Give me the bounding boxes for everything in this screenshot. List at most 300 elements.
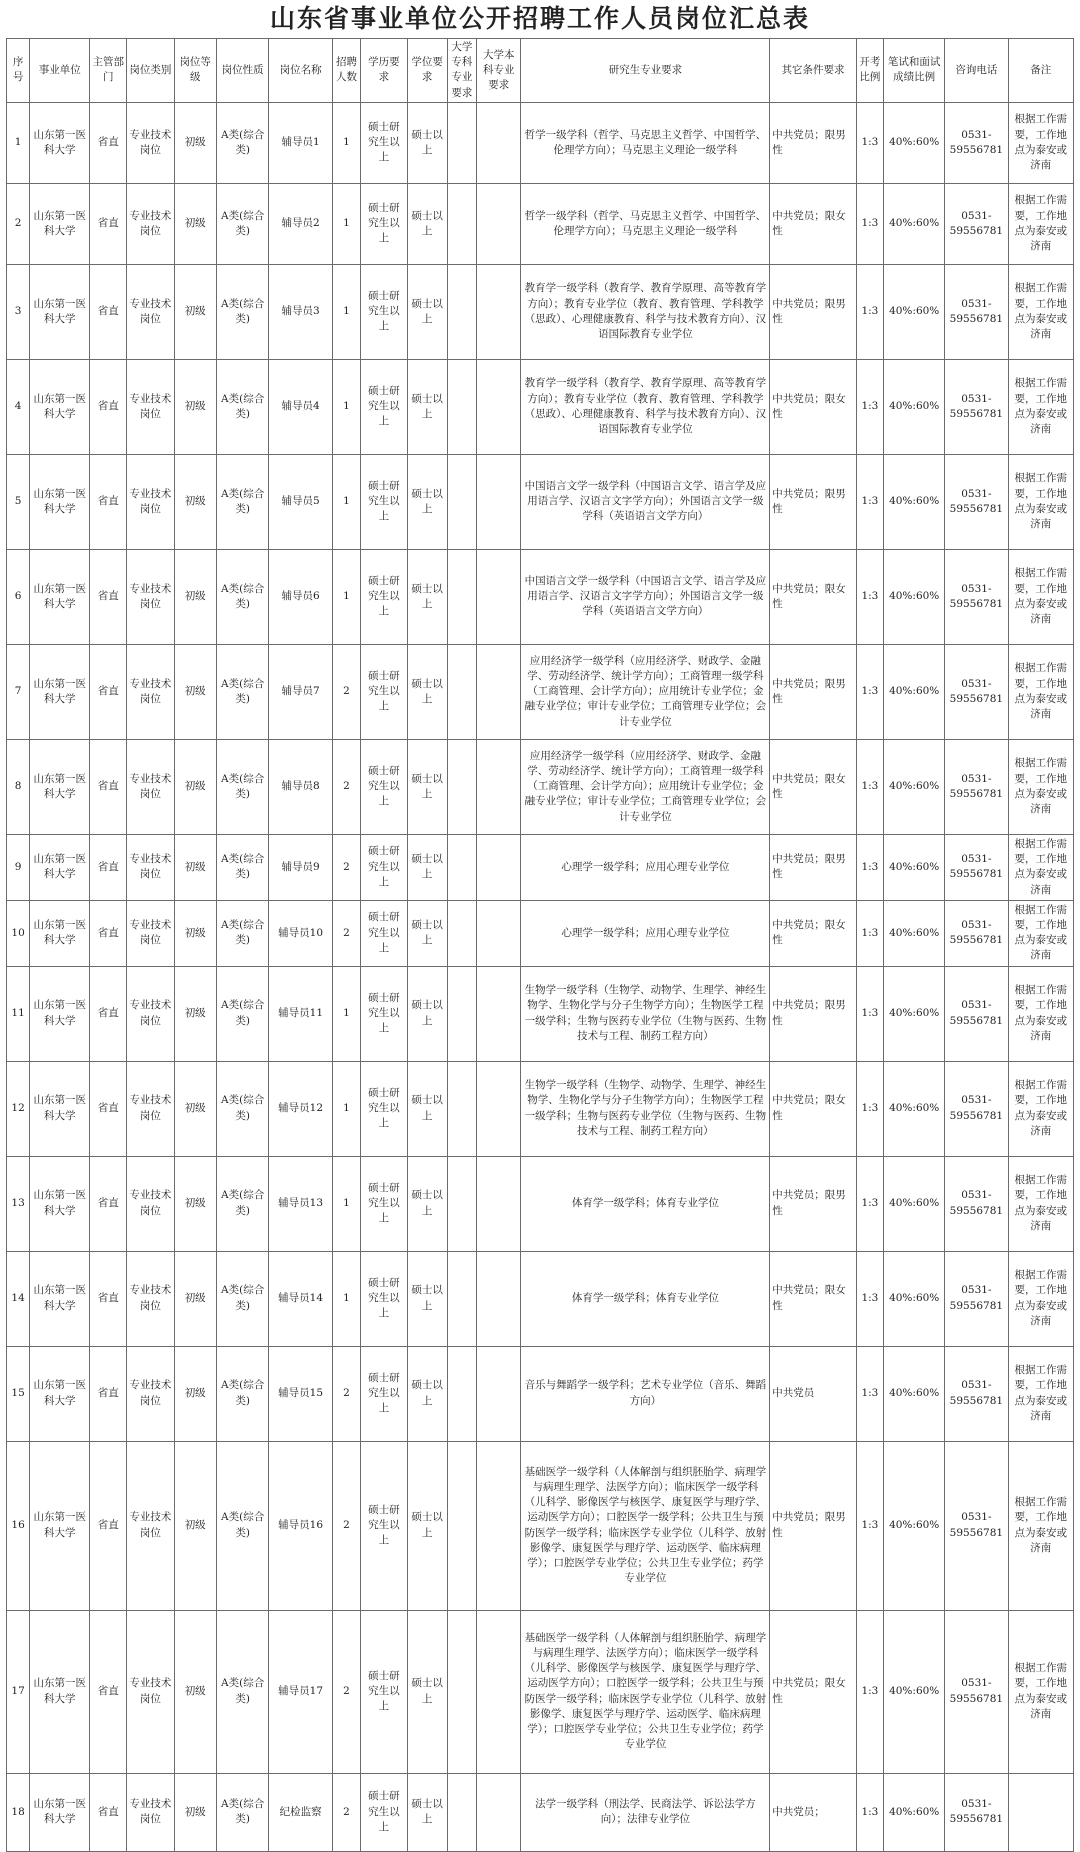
cell-unit: 山东第一医科大学 [30, 1441, 90, 1610]
cell-college-major [447, 966, 477, 1061]
table-body [7, 102, 1074, 1851]
cell-dept: 省直 [90, 1441, 127, 1610]
cell-post: 辅导员3 [269, 264, 332, 359]
table-row [7, 183, 1074, 264]
cell-graduate-major: 基础医学一级学科（人体解剖与组织胚胎学、病理学与病理生理学、法医学方向）；临床医学一级学科（儿科学、影像医学与核医学、康复医学与理疗学、运动医学方向）；口腔医学一级学科；公共卫生与预防医学一级学科；临床医学专业学位（儿科学、放射影像学、康复医学与理疗学、运动医学、临床病理学）；口腔医学专业学位；公共卫生专业学位；药学专业学位 [521, 1441, 770, 1610]
cell-note: 根据工作需要，工作地点为泰安或济南 [1008, 454, 1074, 549]
table-row [7, 1610, 1074, 1773]
cell-post: 辅导员5 [269, 454, 332, 549]
cell-no: 6 [7, 549, 30, 644]
cell-ratio: 1:3 [856, 739, 883, 834]
cell-post: 辅导员10 [269, 900, 332, 966]
header-col-post: 岗位名称 [269, 39, 332, 103]
cell-category: 专业技术岗位 [127, 102, 174, 183]
header-col-education: 学历要求 [361, 39, 407, 103]
positions-table [6, 38, 1074, 1852]
cell-score-ratio: 40%:60% [884, 1061, 945, 1156]
cell-nature: A类(综合类) [216, 549, 269, 644]
cell-no: 5 [7, 454, 30, 549]
cell-unit: 山东第一医科大学 [30, 900, 90, 966]
cell-phone: 0531-59556781 [945, 1251, 1008, 1346]
cell-score-ratio: 40%:60% [884, 966, 945, 1061]
cell-other: 中共党员；限男性 [770, 454, 856, 549]
cell-graduate-major: 哲学一级学科（哲学、马克思主义哲学、中国哲学、伦理学方向）；马克思主义理论一级学科 [521, 183, 770, 264]
cell-education: 硕士研究生以上 [361, 1251, 407, 1346]
cell-count: 1 [332, 1251, 360, 1346]
cell-post: 辅导员7 [269, 644, 332, 739]
cell-other: 中共党员；限女性 [770, 1251, 856, 1346]
cell-category: 专业技术岗位 [127, 1773, 174, 1851]
cell-count: 1 [332, 1156, 360, 1251]
cell-count: 1 [332, 102, 360, 183]
cell-dept: 省直 [90, 834, 127, 900]
cell-dept: 省直 [90, 1156, 127, 1251]
cell-count: 2 [332, 644, 360, 739]
header-col-bachelor-major: 大学本科专业要求 [477, 39, 521, 103]
cell-no: 11 [7, 966, 30, 1061]
cell-graduate-major: 应用经济学一级学科（应用经济学、财政学、金融学、劳动经济学、统计学方向）；工商管理一级学科（工商管理、会计学方向）；应用统计专业学位；金融专业学位；审计专业学位；工商管理专业学位；会计专业学位 [521, 644, 770, 739]
cell-other: 中共党员；限女性 [770, 549, 856, 644]
cell-dept: 省直 [90, 739, 127, 834]
cell-bachelor-major [477, 549, 521, 644]
header-col-no: 序号 [7, 39, 30, 103]
cell-note: 根据工作需要，工作地点为泰安或济南 [1008, 264, 1074, 359]
cell-count: 2 [332, 1346, 360, 1441]
cell-other: 中共党员；限男性 [770, 834, 856, 900]
cell-nature: A类(综合类) [216, 454, 269, 549]
cell-score-ratio: 40%:60% [884, 1610, 945, 1773]
cell-note: 根据工作需要，工作地点为泰安或济南 [1008, 1346, 1074, 1441]
cell-category: 专业技术岗位 [127, 644, 174, 739]
cell-education: 硕士研究生以上 [361, 1061, 407, 1156]
cell-college-major [447, 1346, 477, 1441]
cell-score-ratio: 40%:60% [884, 1156, 945, 1251]
cell-ratio: 1:3 [856, 1441, 883, 1610]
cell-score-ratio: 40%:60% [884, 549, 945, 644]
cell-graduate-major: 生物学一级学科（生物学、动物学、生理学、神经生物学、生物化学与分子生物学方向）；生物医学工程一级学科；生物与医药专业学位（生物与医药、生物技术与工程、制药工程方向） [521, 966, 770, 1061]
cell-other: 中共党员；限男性 [770, 966, 856, 1061]
cell-phone: 0531-59556781 [945, 739, 1008, 834]
cell-ratio: 1:3 [856, 454, 883, 549]
cell-ratio: 1:3 [856, 264, 883, 359]
cell-phone: 0531-59556781 [945, 1773, 1008, 1851]
cell-dept: 省直 [90, 359, 127, 454]
cell-graduate-major: 体育学一级学科；体育专业学位 [521, 1156, 770, 1251]
cell-no: 9 [7, 834, 30, 900]
cell-dept: 省直 [90, 1773, 127, 1851]
cell-college-major [447, 644, 477, 739]
cell-category: 专业技术岗位 [127, 183, 174, 264]
header-col-note: 备注 [1008, 39, 1074, 103]
cell-ratio: 1:3 [856, 1773, 883, 1851]
cell-ratio: 1:3 [856, 1156, 883, 1251]
cell-degree: 硕士以上 [407, 644, 447, 739]
header-col-unit: 事业单位 [30, 39, 90, 103]
cell-score-ratio: 40%:60% [884, 1773, 945, 1851]
cell-education: 硕士研究生以上 [361, 900, 407, 966]
cell-unit: 山东第一医科大学 [30, 1773, 90, 1851]
cell-score-ratio: 40%:60% [884, 900, 945, 966]
cell-category: 专业技术岗位 [127, 1610, 174, 1773]
table-row [7, 1061, 1074, 1156]
cell-post: 辅导员11 [269, 966, 332, 1061]
cell-category: 专业技术岗位 [127, 454, 174, 549]
cell-unit: 山东第一医科大学 [30, 102, 90, 183]
cell-level: 初级 [174, 739, 216, 834]
table-row [7, 454, 1074, 549]
header-col-nature: 岗位性质 [216, 39, 269, 103]
table-row [7, 102, 1074, 183]
cell-level: 初级 [174, 549, 216, 644]
cell-note: 根据工作需要，工作地点为泰安或济南 [1008, 644, 1074, 739]
cell-nature: A类(综合类) [216, 900, 269, 966]
cell-no: 14 [7, 1251, 30, 1346]
cell-bachelor-major [477, 900, 521, 966]
cell-phone: 0531-59556781 [945, 454, 1008, 549]
cell-post: 辅导员16 [269, 1441, 332, 1610]
cell-no: 1 [7, 102, 30, 183]
cell-no: 8 [7, 739, 30, 834]
cell-college-major [447, 549, 477, 644]
cell-no: 13 [7, 1156, 30, 1251]
cell-level: 初级 [174, 966, 216, 1061]
cell-graduate-major: 体育学一级学科；体育专业学位 [521, 1251, 770, 1346]
cell-college-major [447, 1156, 477, 1251]
cell-other: 中共党员；限女性 [770, 359, 856, 454]
cell-unit: 山东第一医科大学 [30, 1610, 90, 1773]
cell-degree: 硕士以上 [407, 1251, 447, 1346]
cell-no: 2 [7, 183, 30, 264]
cell-no: 3 [7, 264, 30, 359]
cell-count: 1 [332, 549, 360, 644]
cell-degree: 硕士以上 [407, 359, 447, 454]
cell-other: 中共党员；限男性 [770, 1441, 856, 1610]
header-col-score-ratio: 笔试和面试成绩比例 [884, 39, 945, 103]
table-row [7, 549, 1074, 644]
cell-score-ratio: 40%:60% [884, 183, 945, 264]
cell-graduate-major: 中国语言文学一级学科（中国语言文学、语言学及应用语言学、汉语言文字学方向）；外国语言文学一级学科（英语语言文学方向） [521, 549, 770, 644]
cell-unit: 山东第一医科大学 [30, 739, 90, 834]
cell-phone: 0531-59556781 [945, 1061, 1008, 1156]
cell-bachelor-major [477, 454, 521, 549]
cell-post: 辅导员9 [269, 834, 332, 900]
cell-dept: 省直 [90, 454, 127, 549]
cell-college-major [447, 359, 477, 454]
table-row [7, 359, 1074, 454]
cell-level: 初级 [174, 1610, 216, 1773]
cell-note: 根据工作需要，工作地点为泰安或济南 [1008, 1251, 1074, 1346]
cell-dept: 省直 [90, 102, 127, 183]
cell-graduate-major: 音乐与舞蹈学一级学科；艺术专业学位（音乐、舞蹈方向） [521, 1346, 770, 1441]
table-row [7, 966, 1074, 1061]
cell-nature: A类(综合类) [216, 966, 269, 1061]
cell-nature: A类(综合类) [216, 102, 269, 183]
cell-education: 硕士研究生以上 [361, 454, 407, 549]
table-row [7, 1773, 1074, 1851]
cell-level: 初级 [174, 644, 216, 739]
cell-education: 硕士研究生以上 [361, 1441, 407, 1610]
cell-graduate-major: 心理学一级学科；应用心理专业学位 [521, 834, 770, 900]
cell-college-major [447, 1441, 477, 1610]
cell-education: 硕士研究生以上 [361, 1346, 407, 1441]
cell-note: 根据工作需要，工作地点为泰安或济南 [1008, 966, 1074, 1061]
cell-nature: A类(综合类) [216, 1346, 269, 1441]
cell-score-ratio: 40%:60% [884, 644, 945, 739]
cell-bachelor-major [477, 264, 521, 359]
cell-unit: 山东第一医科大学 [30, 1061, 90, 1156]
cell-note: 根据工作需要，工作地点为泰安或济南 [1008, 359, 1074, 454]
cell-unit: 山东第一医科大学 [30, 1251, 90, 1346]
cell-graduate-major: 心理学一级学科；应用心理专业学位 [521, 900, 770, 966]
cell-count: 2 [332, 900, 360, 966]
cell-dept: 省直 [90, 644, 127, 739]
cell-category: 专业技术岗位 [127, 264, 174, 359]
header-row [7, 39, 1074, 103]
cell-note: 根据工作需要，工作地点为泰安或济南 [1008, 102, 1074, 183]
cell-degree: 硕士以上 [407, 900, 447, 966]
header-col-degree: 学位要求 [407, 39, 447, 103]
cell-note: 根据工作需要，工作地点为泰安或济南 [1008, 1441, 1074, 1610]
table-row [7, 1156, 1074, 1251]
cell-bachelor-major [477, 1251, 521, 1346]
cell-score-ratio: 40%:60% [884, 264, 945, 359]
cell-post: 纪检监察 [269, 1773, 332, 1851]
cell-education: 硕士研究生以上 [361, 359, 407, 454]
cell-unit: 山东第一医科大学 [30, 359, 90, 454]
header-col-graduate-major: 研究生专业要求 [521, 39, 770, 103]
cell-ratio: 1:3 [856, 644, 883, 739]
cell-phone: 0531-59556781 [945, 900, 1008, 966]
cell-post: 辅导员6 [269, 549, 332, 644]
cell-phone: 0531-59556781 [945, 359, 1008, 454]
cell-degree: 硕士以上 [407, 183, 447, 264]
header-col-other: 其它条件要求 [770, 39, 856, 103]
cell-level: 初级 [174, 1061, 216, 1156]
cell-post: 辅导员15 [269, 1346, 332, 1441]
cell-nature: A类(综合类) [216, 264, 269, 359]
cell-count: 2 [332, 739, 360, 834]
cell-unit: 山东第一医科大学 [30, 1156, 90, 1251]
cell-post: 辅导员14 [269, 1251, 332, 1346]
cell-graduate-major: 中国语言文学一级学科（中国语言文学、语言学及应用语言学、汉语言文字学方向）；外国语言文学一级学科（英语语言文学方向） [521, 454, 770, 549]
cell-dept: 省直 [90, 900, 127, 966]
cell-nature: A类(综合类) [216, 834, 269, 900]
cell-post: 辅导员2 [269, 183, 332, 264]
cell-level: 初级 [174, 1773, 216, 1851]
cell-nature: A类(综合类) [216, 183, 269, 264]
cell-other: 中共党员；限男性 [770, 644, 856, 739]
cell-note: 根据工作需要，工作地点为泰安或济南 [1008, 900, 1074, 966]
header-col-ratio: 开考比例 [856, 39, 883, 103]
cell-dept: 省直 [90, 1061, 127, 1156]
cell-unit: 山东第一医科大学 [30, 454, 90, 549]
cell-graduate-major: 生物学一级学科（生物学、动物学、生理学、神经生物学、生物化学与分子生物学方向）；生物医学工程一级学科；生物与医药专业学位（生物与医药、生物技术与工程、制药工程方向） [521, 1061, 770, 1156]
cell-no: 4 [7, 359, 30, 454]
cell-ratio: 1:3 [856, 966, 883, 1061]
cell-graduate-major: 哲学一级学科（哲学、马克思主义哲学、中国哲学、伦理学方向）；马克思主义理论一级学科 [521, 102, 770, 183]
cell-unit: 山东第一医科大学 [30, 966, 90, 1061]
cell-category: 专业技术岗位 [127, 1441, 174, 1610]
cell-score-ratio: 40%:60% [884, 1441, 945, 1610]
cell-education: 硕士研究生以上 [361, 834, 407, 900]
cell-nature: A类(综合类) [216, 359, 269, 454]
cell-nature: A类(综合类) [216, 739, 269, 834]
cell-level: 初级 [174, 1156, 216, 1251]
cell-college-major [447, 454, 477, 549]
cell-level: 初级 [174, 1441, 216, 1610]
cell-bachelor-major [477, 102, 521, 183]
cell-note: 根据工作需要，工作地点为泰安或济南 [1008, 549, 1074, 644]
cell-degree: 硕士以上 [407, 549, 447, 644]
table-row [7, 1251, 1074, 1346]
table-row [7, 834, 1074, 900]
cell-count: 1 [332, 966, 360, 1061]
cell-other: 中共党员；限女性 [770, 1610, 856, 1773]
cell-unit: 山东第一医科大学 [30, 1346, 90, 1441]
cell-nature: A类(综合类) [216, 1156, 269, 1251]
cell-level: 初级 [174, 264, 216, 359]
cell-ratio: 1:3 [856, 359, 883, 454]
cell-college-major [447, 900, 477, 966]
cell-score-ratio: 40%:60% [884, 1346, 945, 1441]
cell-nature: A类(综合类) [216, 1610, 269, 1773]
table-row [7, 264, 1074, 359]
table-row [7, 644, 1074, 739]
cell-bachelor-major [477, 1061, 521, 1156]
cell-phone: 0531-59556781 [945, 1346, 1008, 1441]
cell-nature: A类(综合类) [216, 1773, 269, 1851]
cell-ratio: 1:3 [856, 1346, 883, 1441]
cell-degree: 硕士以上 [407, 454, 447, 549]
cell-count: 2 [332, 1773, 360, 1851]
cell-phone: 0531-59556781 [945, 1610, 1008, 1773]
cell-level: 初级 [174, 102, 216, 183]
cell-unit: 山东第一医科大学 [30, 834, 90, 900]
cell-score-ratio: 40%:60% [884, 454, 945, 549]
cell-graduate-major: 基础医学一级学科（人体解剖与组织胚胎学、病理学与病理生理学、法医学方向）；临床医学一级学科（儿科学、影像医学与核医学、康复医学与理疗学、运动医学方向）；口腔医学一级学科；公共卫生与预防医学一级学科；临床医学专业学位（儿科学、放射影像学、康复医学与理疗学、运动医学、临床病理学）；口腔医学专业学位；公共卫生专业学位；药学专业学位 [521, 1610, 770, 1773]
cell-unit: 山东第一医科大学 [30, 644, 90, 739]
cell-education: 硕士研究生以上 [361, 264, 407, 359]
cell-other: 中共党员；限女性 [770, 183, 856, 264]
cell-note [1008, 1773, 1074, 1851]
cell-degree: 硕士以上 [407, 1346, 447, 1441]
cell-count: 1 [332, 1061, 360, 1156]
cell-category: 专业技术岗位 [127, 1156, 174, 1251]
cell-ratio: 1:3 [856, 102, 883, 183]
cell-phone: 0531-59556781 [945, 644, 1008, 739]
cell-graduate-major: 教育学一级学科（教育学、教育学原理、高等教育学方向）；教育专业学位（教育、教育管理、学科教学（思政）、心理健康教育、科学与技术教育方向）、汉语国际教育专业学位 [521, 264, 770, 359]
cell-phone: 0531-59556781 [945, 102, 1008, 183]
header-col-dept: 主管部门 [90, 39, 127, 103]
cell-other: 中共党员；限女性 [770, 900, 856, 966]
cell-other: 中共党员；限男性 [770, 1156, 856, 1251]
cell-unit: 山东第一医科大学 [30, 183, 90, 264]
page-title: 山东省事业单位公开招聘工作人员岗位汇总表 [269, 4, 810, 33]
cell-ratio: 1:3 [856, 1251, 883, 1346]
cell-no: 15 [7, 1346, 30, 1441]
cell-education: 硕士研究生以上 [361, 1610, 407, 1773]
cell-bachelor-major [477, 183, 521, 264]
cell-education: 硕士研究生以上 [361, 739, 407, 834]
cell-unit: 山东第一医科大学 [30, 264, 90, 359]
cell-ratio: 1:3 [856, 549, 883, 644]
cell-dept: 省直 [90, 1251, 127, 1346]
cell-post: 辅导员1 [269, 102, 332, 183]
cell-bachelor-major [477, 739, 521, 834]
cell-no: 17 [7, 1610, 30, 1773]
cell-level: 初级 [174, 834, 216, 900]
cell-education: 硕士研究生以上 [361, 549, 407, 644]
cell-education: 硕士研究生以上 [361, 966, 407, 1061]
cell-note: 根据工作需要，工作地点为泰安或济南 [1008, 183, 1074, 264]
cell-score-ratio: 40%:60% [884, 359, 945, 454]
cell-bachelor-major [477, 966, 521, 1061]
cell-college-major [447, 1773, 477, 1851]
cell-graduate-major: 教育学一级学科（教育学、教育学原理、高等教育学方向）；教育专业学位（教育、教育管理、学科教学（思政）、心理健康教育、科学与技术教育方向）、汉语国际教育专业学位 [521, 359, 770, 454]
cell-phone: 0531-59556781 [945, 183, 1008, 264]
cell-unit: 山东第一医科大学 [30, 549, 90, 644]
cell-score-ratio: 40%:60% [884, 834, 945, 900]
cell-level: 初级 [174, 454, 216, 549]
cell-post: 辅导员8 [269, 739, 332, 834]
cell-post: 辅导员4 [269, 359, 332, 454]
cell-ratio: 1:3 [856, 1610, 883, 1773]
cell-count: 1 [332, 264, 360, 359]
cell-education: 硕士研究生以上 [361, 102, 407, 183]
cell-college-major [447, 1061, 477, 1156]
header-col-category: 岗位类别 [127, 39, 174, 103]
cell-post: 辅导员13 [269, 1156, 332, 1251]
cell-degree: 硕士以上 [407, 1610, 447, 1773]
cell-other: 中共党员；限男性 [770, 264, 856, 359]
cell-count: 1 [332, 359, 360, 454]
cell-nature: A类(综合类) [216, 1061, 269, 1156]
cell-category: 专业技术岗位 [127, 1346, 174, 1441]
cell-other: 中共党员 [770, 1346, 856, 1441]
cell-category: 专业技术岗位 [127, 549, 174, 644]
cell-degree: 硕士以上 [407, 264, 447, 359]
header-col-phone: 咨询电话 [945, 39, 1008, 103]
cell-degree: 硕士以上 [407, 1061, 447, 1156]
cell-education: 硕士研究生以上 [361, 1773, 407, 1851]
cell-college-major [447, 1251, 477, 1346]
cell-score-ratio: 40%:60% [884, 102, 945, 183]
cell-other: 中共党员； [770, 1773, 856, 1851]
cell-other: 中共党员；限男性 [770, 102, 856, 183]
cell-no: 12 [7, 1061, 30, 1156]
cell-bachelor-major [477, 1773, 521, 1851]
cell-ratio: 1:3 [856, 1061, 883, 1156]
cell-no: 10 [7, 900, 30, 966]
cell-category: 专业技术岗位 [127, 900, 174, 966]
cell-category: 专业技术岗位 [127, 739, 174, 834]
cell-college-major [447, 102, 477, 183]
table-row [7, 1441, 1074, 1610]
cell-college-major [447, 1610, 477, 1773]
cell-count: 1 [332, 183, 360, 264]
cell-note: 根据工作需要，工作地点为泰安或济南 [1008, 834, 1074, 900]
cell-count: 2 [332, 834, 360, 900]
cell-level: 初级 [174, 183, 216, 264]
cell-no: 7 [7, 644, 30, 739]
cell-count: 2 [332, 1441, 360, 1610]
table-row [7, 739, 1074, 834]
cell-degree: 硕士以上 [407, 1441, 447, 1610]
cell-bachelor-major [477, 1441, 521, 1610]
cell-dept: 省直 [90, 1610, 127, 1773]
cell-college-major [447, 183, 477, 264]
cell-degree: 硕士以上 [407, 739, 447, 834]
